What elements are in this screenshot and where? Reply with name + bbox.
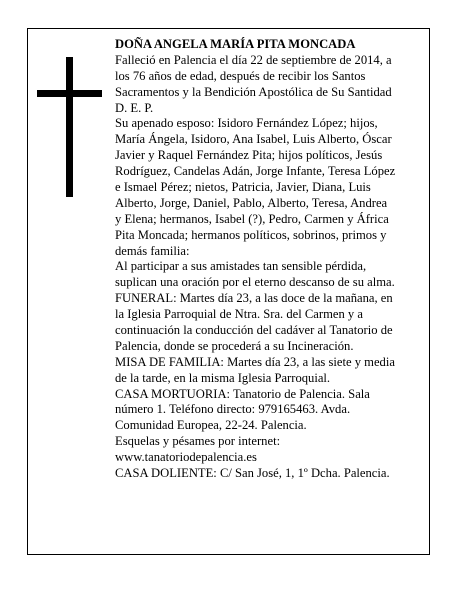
notice-line: la Iglesia Parroquial de Ntra. Sra. del Carmen y a <box>115 307 363 322</box>
notice-line: Rodríguez, Candelas Adán, Jorge Infante, Teresa López <box>115 164 396 179</box>
notice-line: Comunidad Europea, 22-24. Palencia. <box>115 418 307 433</box>
notice-line: Alberto, Jorge, Daniel, Pablo, Alberto, Teresa, Andrea <box>115 195 388 210</box>
notice-line: Su apenado esposo: Isidoro Fernández López; hijos, <box>115 116 378 131</box>
cross-horizontal-bar <box>37 90 102 97</box>
cross-vertical-bar <box>66 57 73 197</box>
notice-line: Pita Moncada; hermanos políticos, sobrinos, primos y <box>115 227 387 242</box>
notice-line: CASA DOLIENTE: C/ San José, 1, 1º Dcha. Palencia. <box>115 466 390 481</box>
notice-line: Sacramentos y la Bendición Apostólica de Su Santidad <box>115 84 392 99</box>
notice-line: María Ángela, Isidoro, Ana Isabel, Luis Alberto, Óscar <box>115 132 392 147</box>
notice-line: Falleció en Palencia el día 22 de septiembre de 2014, a <box>115 52 392 67</box>
notice-line: CASA MORTUORIA: Tanatorio de Palencia. Sala <box>115 386 370 401</box>
notice-line: Al participar a sus amistades tan sensible pérdida, <box>115 259 367 274</box>
notice-line: número 1. Teléfono directo: 979165463. Avda. <box>115 402 351 417</box>
notice-line: continuación la conducción del cadáver al Tanatorio de <box>115 323 393 338</box>
deceased-name-heading: DOÑA ANGELA MARÍA PITA MONCADA <box>115 37 356 51</box>
latin-cross-icon <box>37 57 102 197</box>
notice-line: Javier y Raquel Fernández Pita; hijos políticos, Jesús <box>115 148 383 163</box>
obituary-text <box>115 37 420 482</box>
notice-line: MISA DE FAMILIA: Martes día 23, a las siete y media <box>115 354 395 369</box>
notice-line: demás familia: <box>115 243 190 258</box>
notice-line: e Ismael Pérez; nietos, Patricia, Javier, Diana, Luis <box>115 180 371 195</box>
notice-website[interactable]: www.tanatoriodepalencia.es <box>115 450 257 465</box>
notice-line: FUNERAL: Martes día 23, a las doce de la mañana, en <box>115 291 393 306</box>
notice-line: y Elena; hermanos, Isabel (?), Pedro, Carmen y África <box>115 211 389 226</box>
notice-line: Esquelas y pésames por internet: <box>115 434 281 449</box>
notice-line: D. E. P. <box>115 100 154 115</box>
notice-line: de la tarde, en la misma Iglesia Parroquial. <box>115 370 331 385</box>
notice-line: Palencia, donde se procederá a su Incineración. <box>115 338 354 353</box>
notice-line: suplican una oración por el eterno descanso de su alma. <box>115 275 395 290</box>
notice-line: los 76 años de edad, después de recibir los Santos <box>115 68 366 83</box>
